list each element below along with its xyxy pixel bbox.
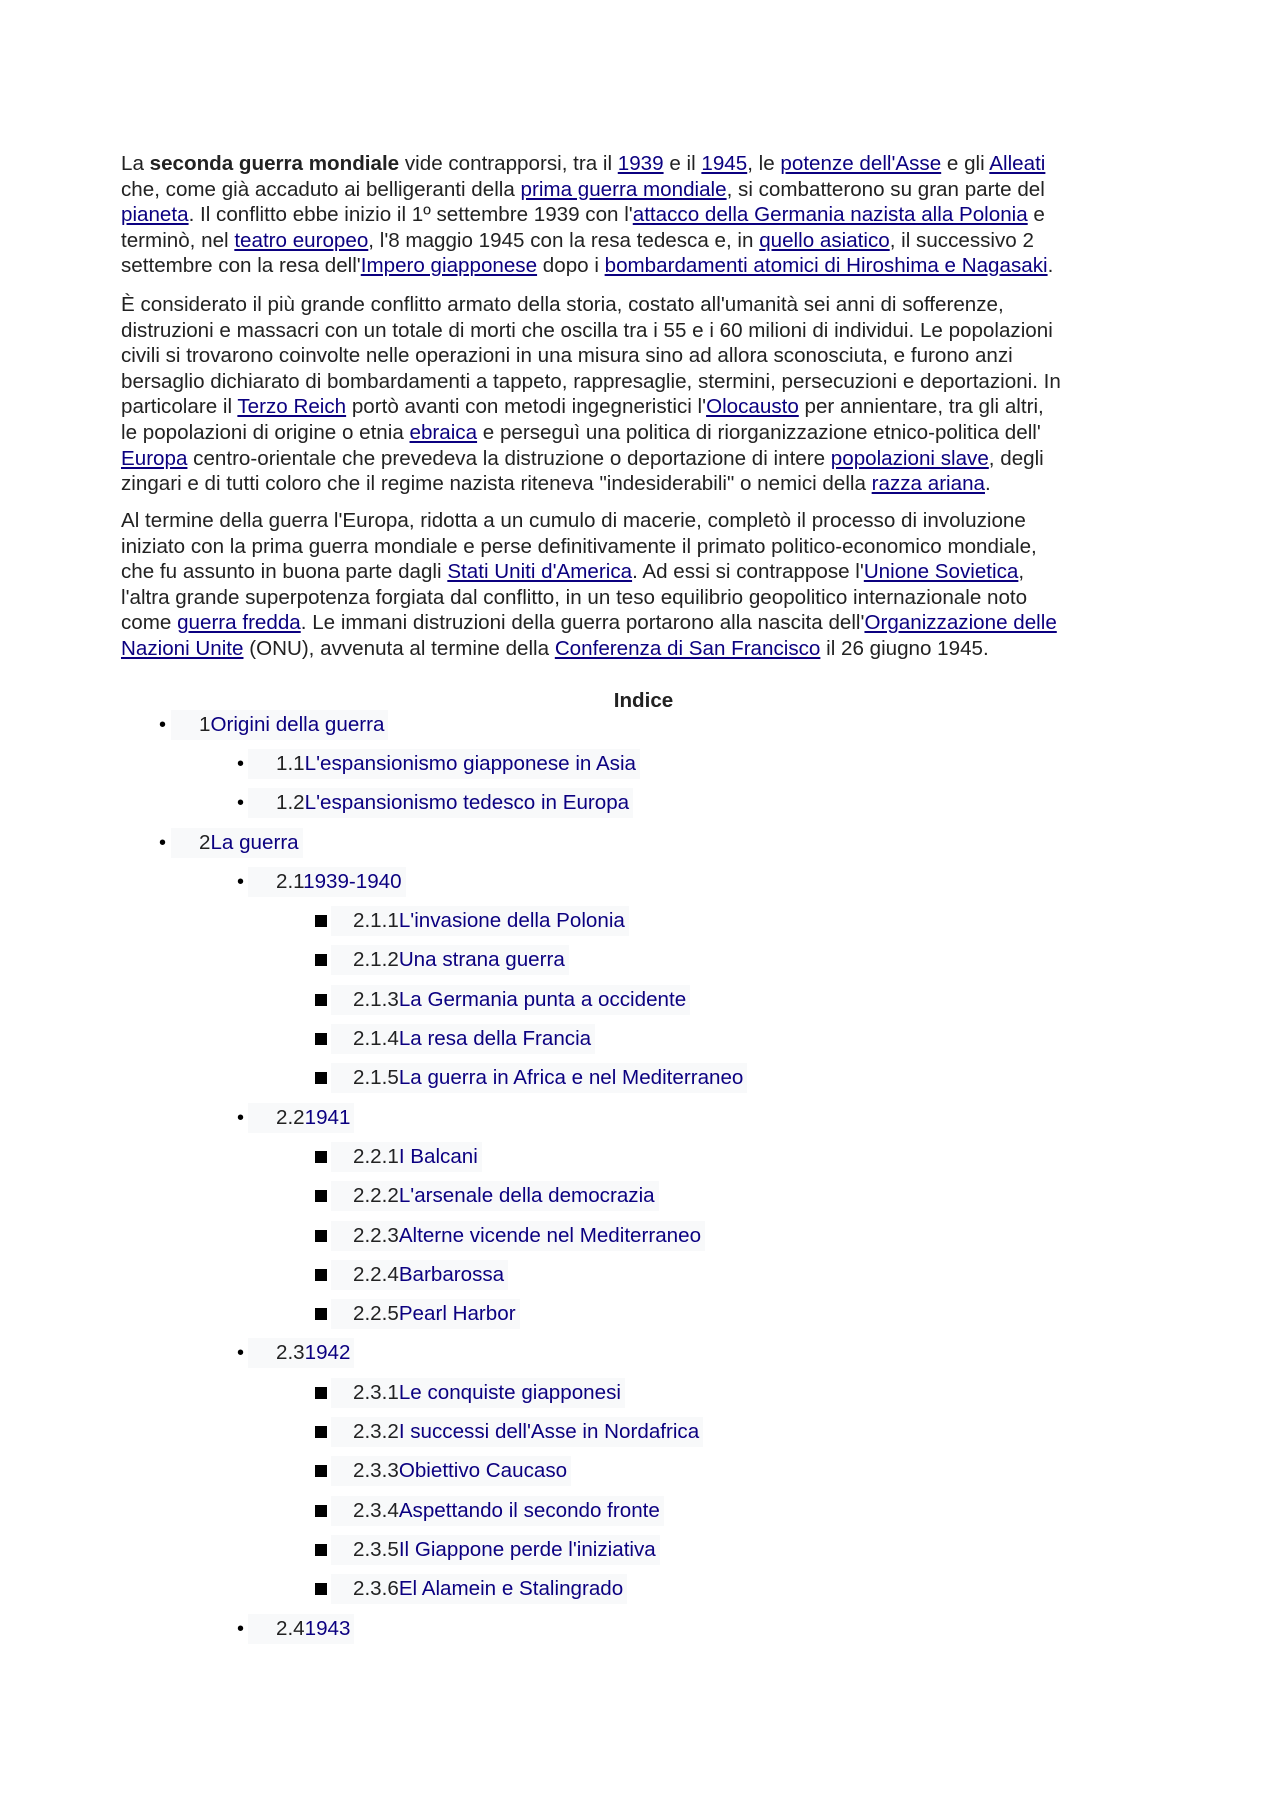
text-line: bersaglio dichiarato di bombardamenti a tappeto, rappresaglie, stermini, persecuzioni e deportazioni. In	[121, 369, 1061, 393]
toc-link[interactable]: 1942	[304, 1341, 351, 1364]
toc-entry[interactable]	[331, 1142, 482, 1172]
toc-link[interactable]: L'espansionismo giapponese in Asia	[304, 752, 637, 775]
toc-link[interactable]: La guerra in Africa e nel Mediterraneo	[398, 1066, 744, 1089]
link-pianeta[interactable]: pianeta	[121, 203, 189, 227]
toc-number: 2.3	[276, 1341, 305, 1364]
toc-entry[interactable]	[331, 985, 690, 1015]
toc-entry[interactable]	[248, 1614, 354, 1644]
text: dopo i	[537, 254, 605, 278]
toc-entry[interactable]	[248, 749, 640, 779]
toc-link[interactable]: La resa della Francia	[398, 1027, 592, 1050]
toc-link[interactable]: 1939-1940	[303, 870, 402, 893]
toc-entry[interactable]	[331, 1299, 520, 1329]
link-teatro-europeo[interactable]: teatro europeo	[234, 228, 369, 252]
bullet-icon: •	[159, 832, 167, 854]
toc-entry[interactable]	[331, 1496, 664, 1526]
toc-link[interactable]: 1941	[304, 1106, 351, 1129]
text-line	[121, 151, 1053, 177]
text-line	[121, 253, 1053, 279]
toc-link[interactable]: L'arsenale della democrazia	[398, 1184, 655, 1207]
square-bullet-icon	[315, 1190, 327, 1202]
text-line: civili si trovarono coinvolte nelle operazioni in una misura sino ad allora sconosciuta, e furono anzi	[121, 344, 1013, 368]
toc-number: 2.1.4	[353, 1027, 399, 1050]
intro-paragraph-3	[121, 508, 1057, 662]
link-quello-asiatico[interactable]: quello asiatico	[759, 228, 890, 252]
toc-number: 2.3.3	[353, 1459, 399, 1482]
square-bullet-icon	[315, 1426, 327, 1438]
link-guerra-fredda[interactable]: guerra fredda	[177, 611, 301, 635]
link-1939[interactable]: 1939	[617, 152, 664, 175]
link-popolazioni-slave[interactable]: popolazioni slave	[830, 446, 989, 470]
toc-link[interactable]: Obiettivo Caucaso	[398, 1459, 568, 1482]
text-line: iniziato con la prima guerra mondiale e perse definitivamente il primato politico-economico mondiale,	[121, 534, 1037, 558]
text: settembre con la resa dell'	[121, 254, 361, 278]
link-impero-giapponese[interactable]: Impero giapponese	[360, 254, 538, 278]
toc-number: 2.2.3	[353, 1224, 399, 1247]
bullet-icon: •	[237, 871, 245, 893]
text: particolare il	[121, 395, 238, 419]
square-bullet-icon	[315, 1387, 327, 1399]
text-line	[121, 446, 1061, 472]
text: e perseguì una politica di riorganizzazione etnico-politica dell'	[477, 420, 1041, 444]
square-bullet-icon	[315, 1505, 327, 1517]
toc-number: 2.2.4	[353, 1263, 399, 1286]
square-bullet-icon	[315, 1544, 327, 1556]
text: come	[121, 611, 178, 635]
toc-entry[interactable]	[331, 906, 629, 936]
toc-link[interactable]: Origini della guerra	[210, 713, 385, 736]
link-alleati[interactable]: Alleati	[989, 152, 1046, 175]
text: . Le immani distruzioni della guerra portarono alla nascita dell'	[300, 611, 865, 635]
text-line	[121, 559, 1057, 585]
text: e il	[663, 152, 702, 175]
text: . Ad essi si contrappose l'	[632, 560, 864, 584]
toc-link[interactable]: Una strana guerra	[398, 948, 565, 971]
square-bullet-icon	[315, 954, 327, 966]
square-bullet-icon	[315, 994, 327, 1006]
text: .	[1047, 254, 1054, 278]
text: terminò, nel	[121, 228, 235, 252]
link-bombardamenti-atomici[interactable]: bombardamenti atomici di Hiroshima e Nagasaki	[604, 254, 1048, 278]
bullet-icon: •	[237, 753, 245, 775]
toc-entry[interactable]	[331, 1260, 508, 1290]
text: il 26 giugno 1945.	[820, 636, 989, 660]
toc-link[interactable]: 1943	[304, 1617, 351, 1640]
toc-number: 2.1.3	[353, 988, 399, 1011]
text-line	[121, 394, 1061, 420]
text: ,	[1018, 560, 1025, 584]
square-bullet-icon	[315, 1230, 327, 1242]
toc-entry[interactable]	[171, 710, 388, 740]
toc-link[interactable]: La guerra	[210, 831, 299, 854]
link-olocausto[interactable]: Olocausto	[706, 395, 799, 419]
toc-number: 1.2	[276, 791, 305, 814]
bullet-icon: •	[237, 1107, 245, 1129]
text-line: distruzioni e massacri con un totale di morti che oscilla tra i 55 e i 60 milioni di individui. Le popolazioni	[121, 318, 1053, 342]
toc-number: 1	[199, 713, 211, 736]
text: che, come già accaduto ai belligeranti della	[121, 177, 521, 201]
intro-paragraph-1	[121, 151, 1053, 279]
link-organizzazione-nazioni-unite[interactable]: Organizzazione delle	[864, 611, 1057, 635]
toc-number: 2.3.1	[353, 1381, 399, 1404]
bullet-icon: •	[237, 792, 245, 814]
link-1945[interactable]: 1945	[701, 152, 748, 175]
toc-number: 1.1	[276, 752, 305, 775]
toc-number: 2.3.4	[353, 1499, 399, 1522]
toc-entry[interactable]	[248, 1338, 354, 1368]
square-bullet-icon	[315, 1033, 327, 1045]
toc-link[interactable]: Barbarossa	[398, 1263, 505, 1286]
link-nazioni-unite[interactable]: Nazioni Unite	[121, 636, 244, 660]
square-bullet-icon	[315, 1308, 327, 1320]
link-europa[interactable]: Europa	[121, 446, 188, 470]
link-terzo-reich[interactable]: Terzo Reich	[237, 395, 347, 419]
text: , degli	[988, 446, 1044, 470]
text: , il successivo 2	[889, 228, 1034, 252]
toc-entry[interactable]	[331, 1221, 705, 1251]
toc-entry[interactable]	[331, 1535, 660, 1565]
text: , si combatterono su gran parte del	[726, 177, 1045, 201]
text-line: Al termine della guerra l'Europa, ridotta a un cumulo di macerie, completò il processo di involuzione	[121, 509, 1026, 532]
toc-entry[interactable]	[331, 1574, 627, 1604]
text: per annientare, tra gli altri,	[798, 395, 1044, 419]
toc-entry[interactable]	[248, 1103, 354, 1133]
text: centro-orientale che prevedeva la distruzione o deportazione di intere	[187, 446, 831, 470]
text: vide contrapporsi, tra il	[399, 152, 618, 175]
link-razza-ariana[interactable]: razza ariana	[871, 472, 985, 496]
bold-title: seconda guerra mondiale	[149, 152, 400, 175]
toc-number: 2.1.5	[353, 1066, 399, 1089]
toc-link[interactable]: L'invasione della Polonia	[398, 909, 625, 932]
text-line	[121, 471, 1061, 497]
toc-entry[interactable]	[331, 945, 569, 975]
toc-link[interactable]: El Alamein e Stalingrado	[398, 1577, 624, 1600]
link-attacco-polonia[interactable]: attacco della Germania nazista alla Polonia	[632, 203, 1028, 227]
link-conferenza-san-francisco[interactable]: Conferenza di San Francisco	[554, 636, 821, 660]
text-line	[121, 420, 1061, 446]
bullet-icon: •	[237, 1342, 245, 1364]
square-bullet-icon	[315, 1583, 327, 1595]
toc-entry[interactable]	[331, 1181, 659, 1211]
toc-number: 2.3.5	[353, 1538, 399, 1561]
toc-link[interactable]: Alterne vicende nel Mediterraneo	[398, 1224, 702, 1247]
toc-number: 2.2.1	[353, 1145, 399, 1168]
text: e	[1027, 203, 1045, 227]
toc-number: 2.1.1	[353, 909, 399, 932]
text-line: l'altra grande superpotenza forgiata dal conflitto, in un teso equilibrio geopolitico internazionale noto	[121, 585, 1028, 609]
toc-number: 2.2	[276, 1106, 305, 1129]
intro-paragraph-2	[121, 292, 1061, 497]
toc-entry[interactable]	[331, 1024, 595, 1054]
text-line	[121, 177, 1053, 203]
toc-link[interactable]: La Germania punta a occidente	[398, 988, 687, 1011]
text-line	[121, 202, 1053, 228]
toc-link[interactable]: L'espansionismo tedesco in Europa	[304, 791, 630, 814]
toc-link[interactable]: Le conquiste giapponesi	[398, 1381, 621, 1404]
square-bullet-icon	[315, 915, 327, 927]
toc-number: 2.4	[276, 1617, 305, 1640]
toc-number: 2.3.2	[353, 1420, 399, 1443]
text: (ONU), avvenuta al termine della	[243, 636, 555, 660]
toc-number: 2.2.5	[353, 1302, 399, 1325]
toc-entry[interactable]	[331, 1063, 747, 1093]
link-stati-uniti[interactable]: Stati Uniti d'America	[447, 560, 633, 584]
text-line	[121, 228, 1053, 254]
toc-entry[interactable]	[171, 828, 303, 858]
toc-title: Indice	[613, 689, 674, 712]
link-unione-sovietica[interactable]: Unione Sovietica	[863, 560, 1019, 584]
link-prima-guerra-mondiale[interactable]: prima guerra mondiale	[520, 177, 727, 201]
text: . Il conflitto ebbe inizio il 1º settembre 1939 con l'	[188, 203, 633, 227]
text: .	[984, 472, 991, 496]
toc-link[interactable]: I Balcani	[398, 1145, 478, 1168]
text: le popolazioni di origine o etnia	[121, 420, 410, 444]
toc-number: 2.1	[276, 870, 304, 893]
toc-number: 2.1.2	[353, 948, 399, 971]
text: , le	[747, 152, 781, 175]
toc-link[interactable]: Pearl Harbor	[398, 1302, 516, 1325]
toc-link[interactable]: Il Giappone perde l'iniziativa	[398, 1538, 656, 1561]
bullet-icon: •	[159, 714, 167, 736]
text: portò avanti con metodi ingegneristici l'	[346, 395, 707, 419]
square-bullet-icon	[315, 1465, 327, 1477]
text-line: È considerato il più grande conflitto armato della storia, costato all'umanità sei anni di sofferenze,	[121, 293, 1004, 316]
toc-number: 2.3.6	[353, 1577, 399, 1600]
text: zingari e di tutti coloro che il regime nazista riteneva "indesiderabili" o nemici della	[121, 472, 872, 496]
link-potenze-asse[interactable]: potenze dell'Asse	[780, 152, 942, 175]
toc-entry[interactable]	[331, 1417, 703, 1447]
text-line	[121, 610, 1057, 636]
toc-number: 2.2.2	[353, 1184, 399, 1207]
link-ebraica[interactable]: ebraica	[409, 420, 478, 444]
toc-number: 2	[199, 831, 211, 854]
toc-link[interactable]: I successi dell'Asse in Nordafrica	[398, 1420, 700, 1443]
toc-entry[interactable]	[331, 1456, 571, 1486]
text: che fu assunto in buona parte dagli	[121, 560, 448, 584]
square-bullet-icon	[315, 1151, 327, 1163]
toc-link[interactable]: Aspettando il secondo fronte	[398, 1499, 660, 1522]
toc-entry[interactable]	[331, 1378, 625, 1408]
text-line	[121, 636, 1057, 662]
square-bullet-icon	[315, 1269, 327, 1281]
text: e gli	[941, 152, 990, 175]
text: , l'8 maggio 1945 con la resa tedesca e, in	[368, 228, 760, 252]
toc-entry[interactable]	[248, 867, 406, 897]
bullet-icon: •	[237, 1618, 245, 1640]
square-bullet-icon	[315, 1072, 327, 1084]
toc-entry[interactable]	[248, 788, 633, 818]
text: La	[121, 152, 150, 175]
